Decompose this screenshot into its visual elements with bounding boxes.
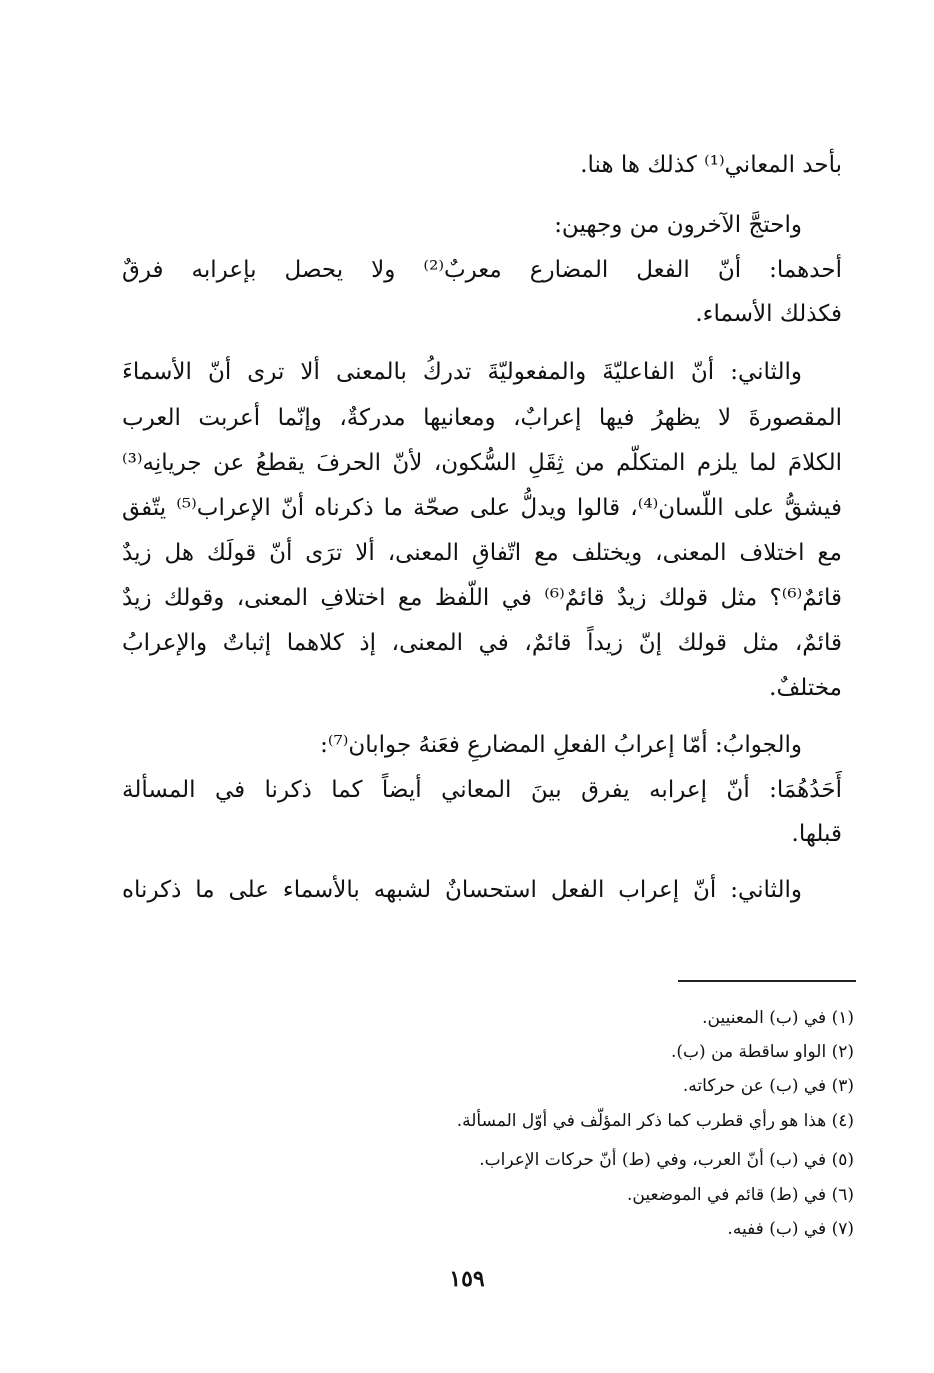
text-line: فيشقُّ على اللّسان⁽⁴⁾، قالوا ويدلُّ على صحّة ما ذكرناه أنّ الإعراب⁽⁵⁾ يتّفق — [122, 495, 842, 521]
footnote: (٦) في (ط) قائم في الموضعين. — [627, 1185, 854, 1205]
text-line: قائمٌ، مثل قولك إنّ زيداً قائمٌ، في المعنى، إذ كلاهما إثباتٌ والإعرابُ — [122, 630, 842, 656]
text-line: مختلفٌ. — [769, 675, 842, 701]
text-line: أَحَدُهُمَا: أنّ إعرابه يفرق بينَ المعاني أيضاً كما ذكرنا في المسألة — [122, 777, 842, 803]
text-line: والثاني: أنّ إعراب الفعل استحسانٌ لشبهه بالأسماء على ما ذكرناه — [122, 877, 802, 903]
footnote: (٤) هذا هو رأي قطرب كما ذكر المؤلّف في أوّل المسألة. — [456, 1111, 854, 1131]
text-line: المقصورةَ لا يظهرُ فيها إعرابٌ، ومعانيها مدركةٌ، وإنّما أعربت العرب — [122, 405, 842, 431]
footnote: (٣) في (ب) عن حركاته. — [682, 1076, 854, 1096]
text-line: والجوابُ: أمّا إعرابُ الفعلِ المضارعِ فعَنهُ جوابان⁽⁷⁾: — [320, 732, 802, 758]
footnote: (٢) الواو ساقطة من (ب). — [671, 1042, 854, 1062]
footnote-separator — [678, 980, 856, 982]
footnote: (١) في (ب) المعنيين. — [702, 1008, 854, 1028]
text-line: قائمٌ⁽⁶⁾؟ مثل قولك زيدٌ قائمٌ⁽⁶⁾ في اللّفظ مع اختلافِ المعنى، وقولك زيدٌ — [122, 585, 842, 611]
text-line: فكذلك الأسماء. — [695, 301, 842, 327]
footnote: (٥) في (ب) أنّ العرب، وفي (ط) أنّ حركات الإعراب. — [479, 1150, 854, 1170]
text-line: والثاني: أنّ الفاعليّةَ والمفعوليّةَ تدركُ بالمعنى ألا ترى أنّ الأسماءَ — [122, 359, 802, 385]
text-line: أحدهما: أنّ الفعل المضارع معربٌ⁽²⁾ ولا يحصل بإعرابه فرقٌ — [122, 257, 842, 283]
text-line: بأحد المعاني⁽¹⁾ كذلك ها هنا. — [580, 152, 842, 178]
text-line: واحتجَّ الآخرون من وجهين: — [554, 212, 802, 238]
page-number: ١٥٩ — [449, 1266, 485, 1292]
footnote: (٧) في (ب) ففيه. — [727, 1219, 854, 1239]
text-line: الكلامَ لما يلزم المتكلّم من ثِقَلِ السُّكون، لأنّ الحرفَ يقطعُ عن جريانِه⁽³⁾ — [122, 450, 842, 476]
text-line: قبلها. — [791, 821, 842, 847]
text-line: مع اختلاف المعنى، ويختلف مع اتّفاقِ المعنى، ألا ترَى أنّ قولَك هل زيدٌ — [122, 540, 842, 566]
